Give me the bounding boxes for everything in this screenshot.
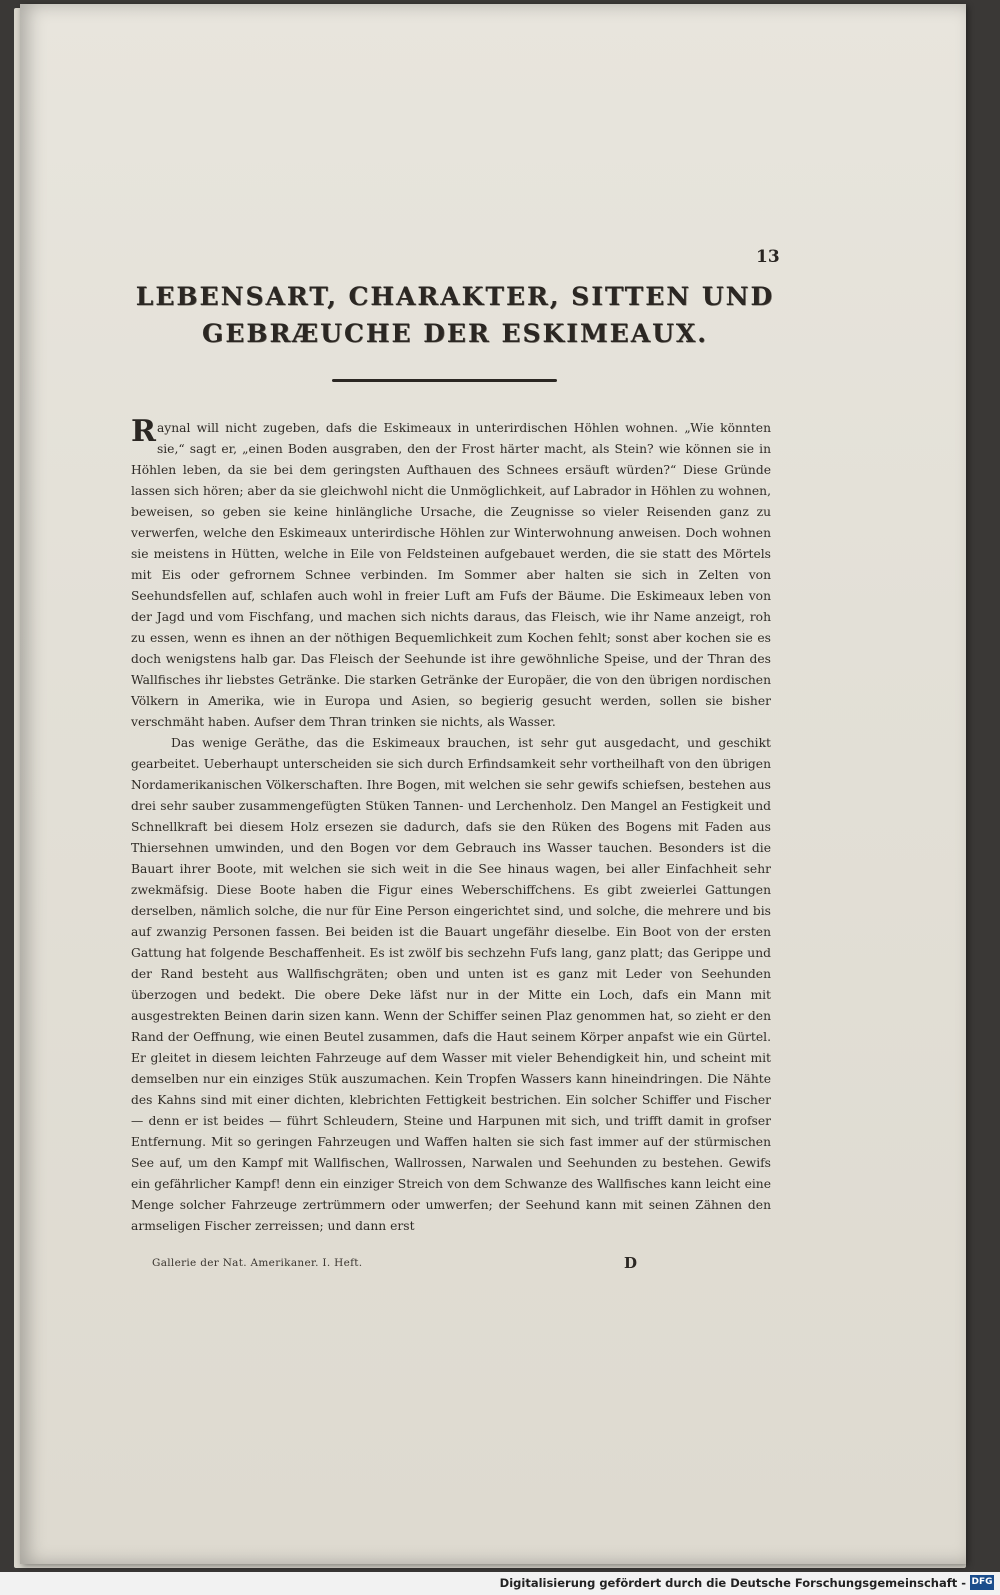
body-text — [131, 414, 771, 1237]
paragraph-1 — [131, 414, 771, 733]
paragraph-2: Das wenige Geräthe, das die Eskimeaux brauchen, ist sehr gut ausgedacht, und geschikt gearbeitet. Ueberhaupt unterscheiden sie sich durch Erfindsamkeit sehr vortheilhaft von den übrigen Nordamerikanischen Völkerschaften. Ihre Bogen, mit welchen sie sehr gewifs schiefsen, bestehen aus drei sehr sauber zusammengefügten Stüken Tannen- und Lerchenholz. Den Mangel an Festigkeit und Schnellkraft bei diesem Holz ersezen sie dadurch, dafs sie den Rüken des Bogens mit Faden aus Thiersehnen umwinden, und den Bogen vor dem Gebrauch ins Wasser tauchen. Besonders ist die Bauart ihrer Boote, mit welchen sie sich weit in die See hinaus wagen, bei aller Einfachheit sehr zwekmäfsig. Diese Boote haben die Figur eines Weberschiffchens. Es gibt zweierlei Gattungen derselben, nämlich solche, die nur für Eine Person eingerichtet sind, und solche, die mehrere und bis auf zwanzig Personen fassen. Bei beiden ist die Bauart ungefähr dieselbe. Ein Boot von der ersten Gattung hat folgende Beschaffenheit. Es ist zwölf bis sechzehn Fufs lang, ganz platt; das Gerippe und der Rand besteht aus Wallfischgräten; oben und unten ist es ganz mit Leder von Seehunden überzogen und bedekt. Die obere Deke läfst nur in der Mitte ein Loch, dafs ein Mann mit ausgestrekten Beinen darin sizen kann. Wenn der Schiffer seinen Plaz genommen hat, so zieht er den Rand der Oeffnung, wie einen Beutel zusammen, dafs die Haut seinem Körper anpafst wie ein Gürtel. Er gleitet in diesem leichten Fahrzeuge auf dem Wasser mit vieler Behendigkeit hin, und scheint mit demselben nur ein einziges Stük auszumachen. Kein Tropfen Wassers kann hineindringen. Die Nähte des Kahns sind mit einer dichten, klebrichten Fettigkeit bestrichen. Ein solcher Schiffer und Fischer — denn er ist beides — führt Schleudern, Steine und Harpunen mit sich, und trifft damit in grofser Entfernung. Mit so geringen Fahrzeugen und Waffen halten sie sich fast immer auf der stürmischen See auf, um den Kampf mit Wallfischen, Wallrossen, Narwalen und Seehunden zu bestehen. Gewifs ein gefährlicher Kampf! denn ein einziger Streich von dem Schwanze des Wallfisches kann leicht eine Menge solcher Fahrzeuge zertrümmern oder umwerfen; der Seehund kann mit seinen Zähnen den armseligen Fischer zerreissen; und dann erst — [131, 736, 771, 1233]
dfg-logo-icon: DFG — [970, 1575, 994, 1590]
footer-signature-line: Gallerie der Nat. Amerikaner. I. Heft. — [152, 1257, 363, 1269]
chapter-title-line-2: GEBRÆUCHE DER ESKIMEAUX. — [201, 319, 709, 348]
drop-cap: R — [131, 414, 156, 449]
chapter-title-line-1: LEBENSART, CHARAKTER, SITTEN UND — [135, 282, 775, 311]
chapter-title — [120, 278, 790, 352]
funding-credit: Digitalisierung gefördert durch die Deutsche Forschungsgemeinschaft - — [499, 1576, 966, 1590]
page-number: 13 — [756, 247, 780, 267]
paragraph-1-text: aynal will nicht zugeben, dafs die Eskimeaux in unterirdischen Höhlen wohnen. „Wie könnten sie,“ sagt er, „einen Boden ausgraben, den der Frost härter macht, als Stein? wie können sie in Höhlen leben, da sie bei dem geringsten Aufthauen des Schnees ersäuft würden?“ Diese Gründe lassen sich hören; aber da sie gleichwohl nicht die Unmöglichkeit, auf Labrador in Höhlen zu wohnen, beweisen, so geben sie keine hinlängliche Ursache, die Zeugnisse so vieler Reisenden ganz zu verwerfen, welche den Eskimeaux unterirdische Höhlen zur Winterwohnung anweisen. Doch wohnen sie meistens in Hütten, welche in Eile von Feldsteinen aufgebauet werden, die sie statt des Mörtels mit Eis oder gefrornem Schnee verbinden. Im Sommer aber halten sie sich in Zelten von Seehundsfellen auf, schlafen auch wohl in freier Luft am Fufs der Bäume. Die Eskimeaux leben von der Jagd und vom Fischfang, und machen sich nichts daraus, das Fleisch, wie ihr Name anzeigt, roh zu essen, wenn es ihnen an der nöthigen Bequemlichkeit zum Kochen fehlt; sonst aber kochen sie es doch wenigstens halb gar. Das Fleisch der Seehunde ist ihre gewöhnliche Speise, und der Thran des Wallfisches ihr liebstes Getränke. Die starken Getränke der Europäer, die von den übrigen nordischen Völkern in Amerika, wie in Europa und Asien, so begierig gesucht werden, sollen sie bisher verschmäht haben. Aufser dem Thran trinken sie nichts, als Wasser. — [131, 421, 771, 729]
sheet-signature: D — [624, 1254, 638, 1272]
title-divider — [332, 379, 557, 382]
